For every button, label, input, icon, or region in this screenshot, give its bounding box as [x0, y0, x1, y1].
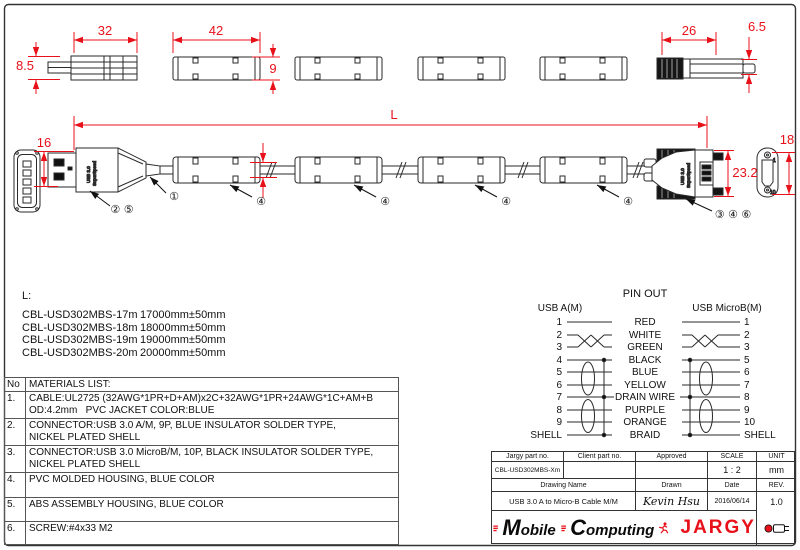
- approved-label: Approved: [636, 452, 708, 462]
- pin-right: 7: [744, 380, 750, 391]
- pin-right: 8: [744, 392, 750, 403]
- materials-no-header: No: [5, 378, 26, 392]
- speed-lines-icon: [492, 521, 498, 535]
- table-row: [5, 498, 399, 522]
- microb-face-pin-bottom: 10: [770, 190, 776, 196]
- callout-bead-1: ④: [256, 195, 266, 208]
- jargy-part-value: CBL-USD302MBS-Xm: [492, 462, 564, 479]
- dim-a-height: 16: [36, 135, 52, 150]
- pin-left: 8: [556, 405, 562, 416]
- length-value: 19000mm±50mm: [140, 334, 226, 347]
- wire-color: BLUE: [631, 367, 659, 378]
- length-table: [22, 290, 226, 359]
- callout-a-housing: ② ⑤: [110, 203, 134, 216]
- pinout-diagram: [530, 288, 776, 441]
- materials-desc: NICKEL PLATED SHELL: [29, 459, 141, 470]
- dim-plug-len: 32: [97, 23, 113, 38]
- materials-desc: ABS ASSEMBLY HOUSING, BLUE COLOR: [29, 499, 224, 510]
- usba-plug-side-view: [48, 148, 160, 192]
- dim-b-height: 23.2: [732, 165, 758, 180]
- scale-value: 1 : 2: [708, 462, 757, 479]
- speed-lines-icon: [560, 521, 566, 535]
- pin-right: 9: [744, 405, 750, 416]
- microb-plug-side-view: [644, 149, 723, 199]
- pinout-wire-colors: [615, 317, 675, 441]
- wire-color: WHITE: [628, 330, 662, 341]
- materials-desc: NICKEL PLATED SHELL: [29, 432, 141, 443]
- jargy-part-label: Jargy part no.: [492, 452, 564, 462]
- dim-overall-length: L: [390, 107, 398, 122]
- drawn-signature: Kevin Hsu: [636, 492, 708, 511]
- length-value: 17000mm±50mm: [140, 309, 226, 322]
- materials-row-no: 3.: [5, 446, 26, 473]
- materials-row-no: 6.: [5, 522, 26, 545]
- pin-left: 4: [556, 355, 562, 366]
- connector-logo-cell: [757, 511, 796, 545]
- usba-marking-line1: USB 3.0: [86, 166, 91, 183]
- pin-right: 2: [744, 330, 750, 341]
- callout-labels: [110, 190, 751, 221]
- part-number: CBL-USD302MBS-20m: [22, 346, 138, 359]
- scale-label: SCALE: [708, 452, 757, 462]
- pinout-right-header: USB MicroB(M): [692, 303, 762, 314]
- dim-bead-h: 9: [269, 61, 277, 76]
- approved-value: [636, 462, 708, 479]
- pin-right: 5: [744, 355, 750, 366]
- pin-left: 7: [556, 392, 562, 403]
- title-block: [491, 451, 795, 544]
- pinout-right-pins: [744, 317, 776, 441]
- dim-micro-len: 26: [681, 23, 697, 38]
- pin-left: 5: [556, 367, 562, 378]
- wire-color: YELLOW: [624, 380, 666, 391]
- wire-color: BRAID: [629, 430, 661, 441]
- list-item: [22, 309, 226, 321]
- table-row: [5, 419, 399, 446]
- dim-plug-h: 8.5: [15, 58, 35, 73]
- table-row: [5, 446, 399, 473]
- pin-left: 6: [556, 380, 562, 391]
- dim-bead-len: 42: [208, 23, 224, 38]
- brand-logos: [492, 511, 757, 545]
- date-value: 2016/06/14: [708, 492, 757, 511]
- list-item: [22, 322, 226, 334]
- length-value: 18000mm±50mm: [140, 321, 226, 334]
- part-number: CBL-USD302MBS-18m: [22, 321, 138, 334]
- wire-color: DRAIN WIRE: [615, 392, 675, 403]
- pinout-title: PIN OUT: [622, 288, 668, 300]
- date-label: Date: [708, 479, 757, 492]
- molded-bead-side-views: [173, 157, 627, 183]
- brand-name-jargy: JARGY: [680, 517, 756, 538]
- plug-tip-top-view: [48, 56, 137, 80]
- materials-desc: CABLE:UL2725 (32AWG*1PR+D+AM)x2C+32AWG*1PR+24AWG*1C+AM+B: [29, 393, 374, 404]
- connector-icon: [764, 522, 790, 535]
- microb-marking-line2: SuperSpeed: [686, 162, 691, 188]
- drawing-name-value: USB 3.0 A to Micro-B Cable M/M: [492, 492, 636, 511]
- wire-color: ORANGE: [623, 417, 667, 428]
- materials-desc: SCREW:#4x33 M2: [29, 523, 113, 534]
- materials-table: [4, 377, 399, 545]
- callout-bead-2: ④: [380, 195, 390, 208]
- rev-label: REV.: [757, 479, 796, 492]
- table-row: [5, 473, 399, 498]
- materials-row-no: 4.: [5, 473, 26, 498]
- pin-left: SHELL: [530, 430, 562, 441]
- wire-color: GREEN: [627, 342, 663, 353]
- callout-bead-3: ④: [501, 195, 511, 208]
- microb-marking-line1: USB 3.0: [680, 168, 685, 185]
- pinout-left-header: USB A(M): [537, 303, 583, 314]
- brand-word-computing: Computing: [570, 515, 655, 540]
- materials-row-no: 2.: [5, 419, 26, 446]
- materials-row-no: 1.: [5, 392, 26, 419]
- length-table-label: L:: [22, 290, 32, 302]
- client-part-label: Client part no.: [564, 452, 636, 462]
- wire-color: PURPLE: [624, 405, 666, 416]
- table-row: [5, 378, 399, 392]
- brand-word-mobile: Mobile: [502, 515, 556, 540]
- microb-face-pin-top: 1: [773, 158, 776, 164]
- usba-marking-line2: SuperSpeed: [92, 160, 97, 186]
- pin-left: 2: [556, 330, 562, 341]
- dim-micro-tip: 6.5: [747, 19, 767, 34]
- list-item: [22, 334, 226, 346]
- materials-desc: CONNECTOR:USB 3.0 A/M, 9P, BLUE INSULATOR SOLDER TYPE,: [29, 420, 336, 431]
- unit-label: UNIT: [757, 452, 796, 462]
- unit-value: mm: [757, 462, 796, 479]
- table-row: [5, 392, 399, 419]
- ferrite-bead-top-views: [173, 57, 627, 80]
- microb-plug-top-view: [657, 58, 755, 79]
- pin-right: 6: [744, 367, 750, 378]
- materials-desc: OD:4.2mm PVC JACKET COLOR:BLUE: [29, 405, 215, 416]
- materials-desc: PVC MOLDED HOUSING, BLUE COLOR: [29, 474, 215, 485]
- pin-right: 3: [744, 342, 750, 353]
- microb-face-view: [757, 148, 778, 197]
- length-value: 20000mm±50mm: [140, 346, 226, 359]
- rev-value: 1.0: [770, 496, 783, 507]
- callout-b-housing: ③ ④ ⑥: [714, 208, 752, 221]
- callout-leaders: [90, 177, 712, 211]
- running-man-icon: [658, 518, 668, 538]
- pinout-left-pins: [530, 317, 562, 441]
- pin-left: 1: [556, 317, 562, 328]
- wire-color: BLACK: [628, 355, 662, 366]
- pin-right: 1: [744, 317, 750, 328]
- pin-left: 3: [556, 342, 562, 353]
- client-part-value: [564, 462, 636, 479]
- callout-bead-4: ④: [623, 195, 633, 208]
- list-item: [22, 347, 226, 359]
- pin-right: 10: [744, 417, 756, 428]
- pin-left: 9: [556, 417, 562, 428]
- dim-b-face: 18: [779, 132, 795, 147]
- table-row: [5, 522, 399, 545]
- materials-row-no: 5.: [5, 498, 26, 522]
- part-number: CBL-USD302MBS-19m: [22, 334, 138, 347]
- wire-color: RED: [634, 317, 656, 328]
- usba-face-view: [14, 150, 40, 212]
- drawn-label: Drawn: [636, 479, 708, 492]
- drawing-name-label: Drawing Name: [492, 479, 636, 492]
- pin-right: SHELL: [744, 430, 776, 441]
- materials-desc: CONNECTOR:USB 3.0 MicroB/M, 10P, BLACK INSULATOR SOLDER TYPE,: [29, 447, 374, 458]
- part-number: CBL-USD302MBS-17m: [22, 309, 138, 322]
- callout-cable: ①: [169, 190, 179, 203]
- materials-title: MATERIALS LIST:: [26, 378, 399, 392]
